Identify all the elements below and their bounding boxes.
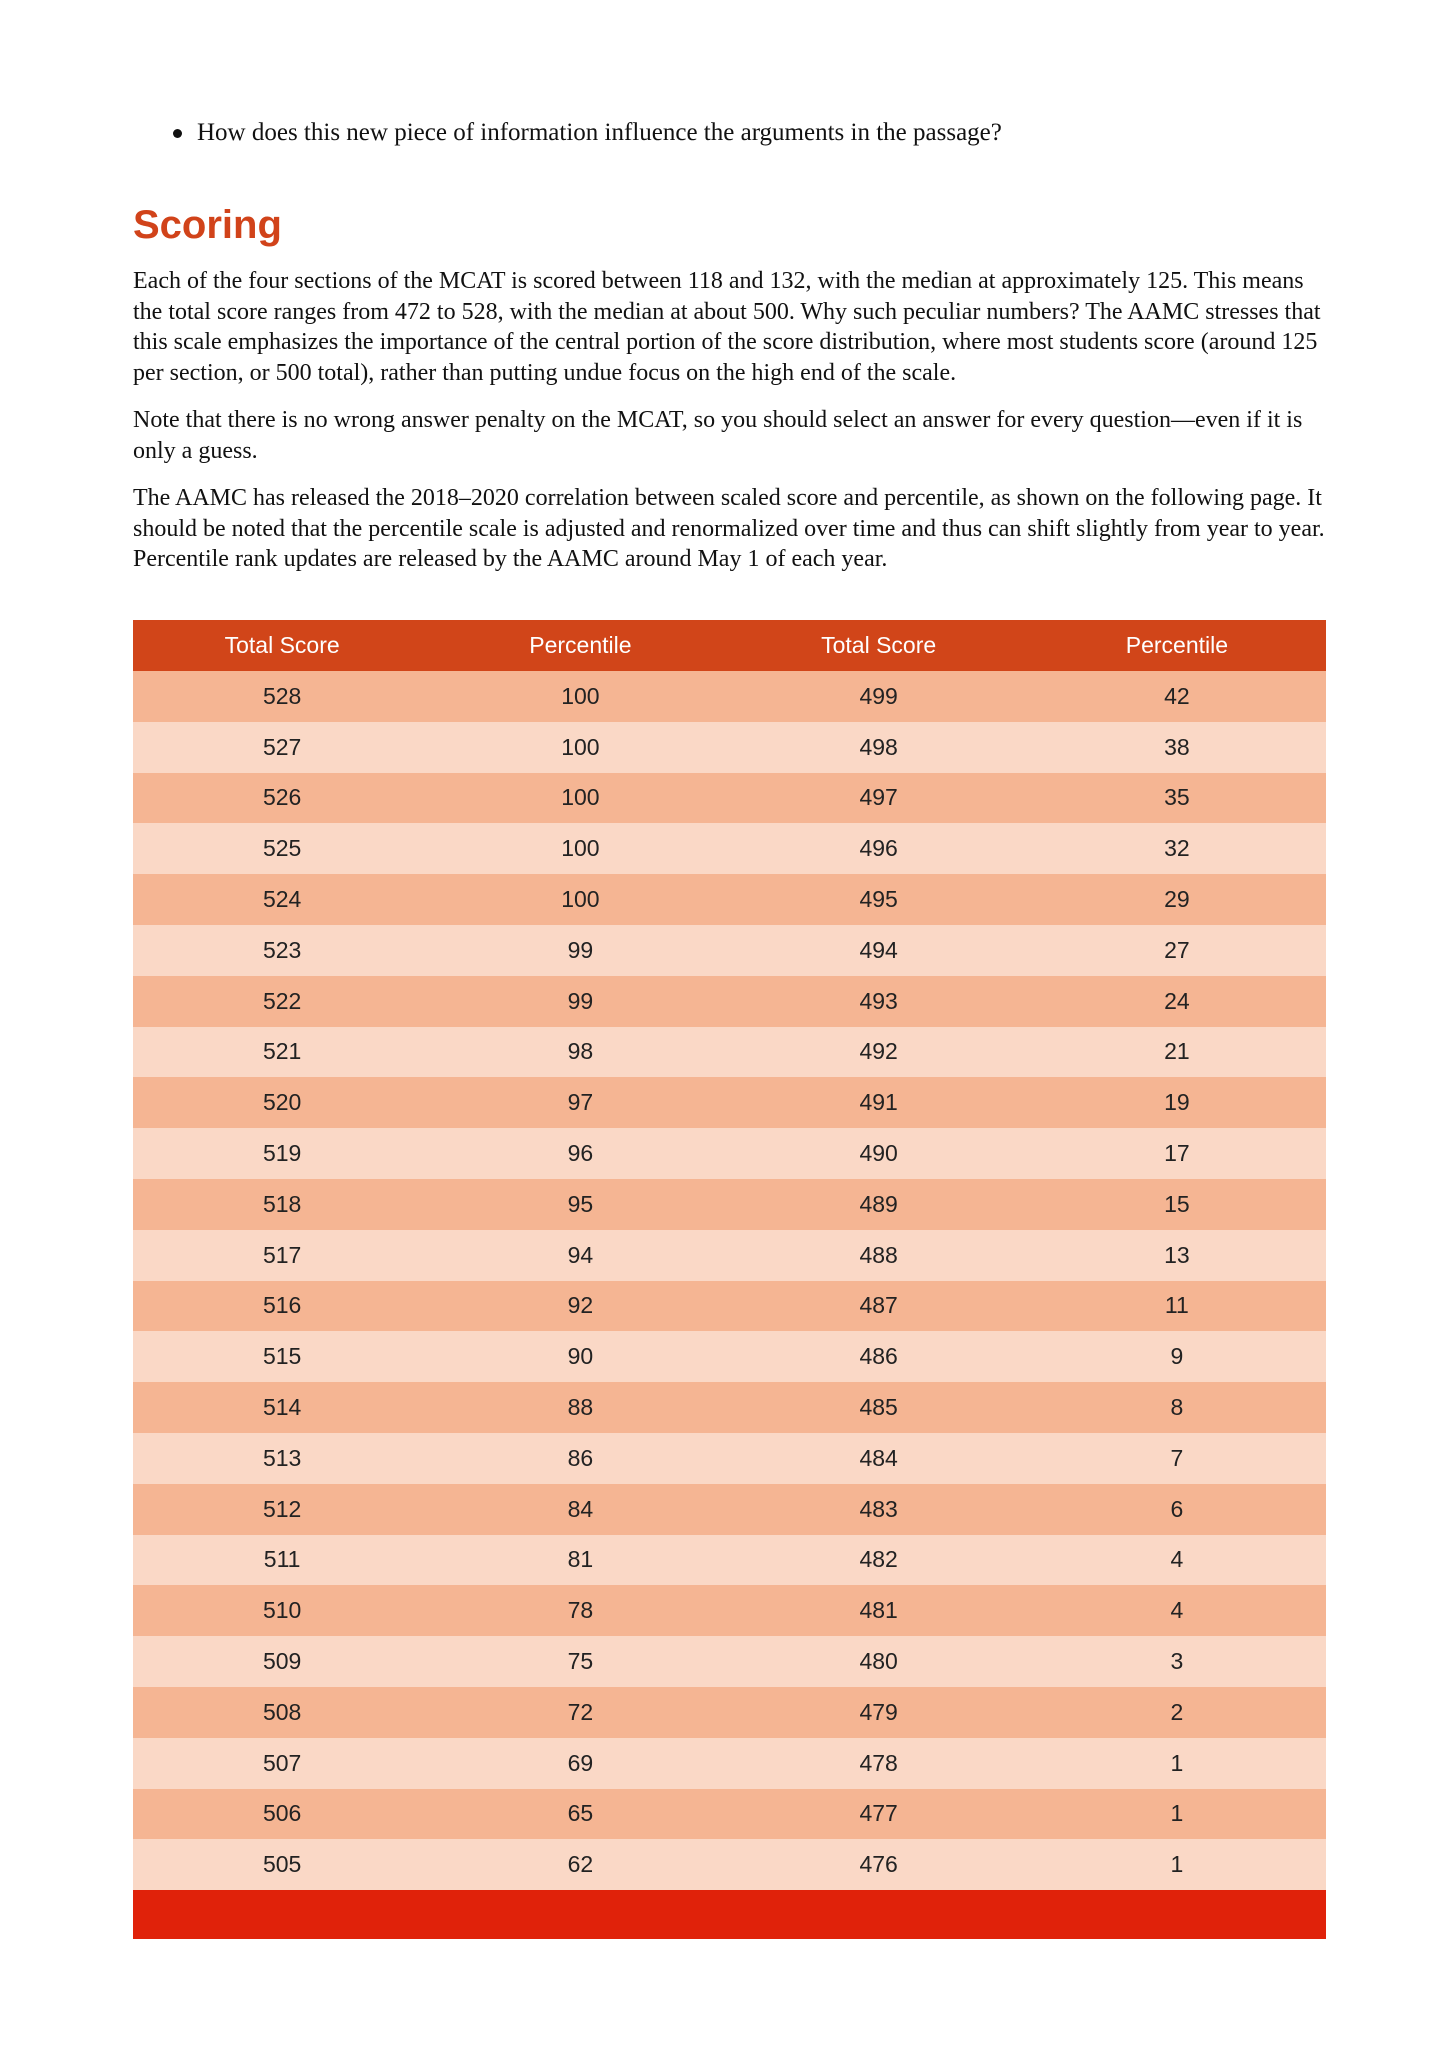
cell-total-score: 508 [133,1687,431,1738]
cell-percentile: 92 [431,1281,729,1332]
cell-percentile: 100 [431,823,729,874]
cell-percentile: 11 [1028,1281,1326,1332]
table-row [133,1281,1326,1332]
paragraph-scoring-range: Each of the four sections of the MCAT is scored between 118 and 132, with the median at approximately 125. This means the total score ranges from 472 to 528, with the median at about 500. Why such peculiar numbers? The AAMC stresses that this scale emphasizes the importance of the central portion of the score distribution, where most students score (around 125 per section, or 500 total), rather than putting undue focus on the high end of the scale. [133,268,1321,386]
table-row [133,976,1326,1027]
cell-total-score: 492 [730,1027,1028,1078]
cell-total-score: 477 [730,1789,1028,1840]
cell-total-score: 485 [730,1382,1028,1433]
bullet-icon [173,129,182,138]
cell-total-score: 484 [730,1433,1028,1484]
cell-percentile: 9 [1028,1331,1326,1382]
cell-total-score: 521 [133,1027,431,1078]
cell-total-score: 525 [133,823,431,874]
table-row [133,874,1326,925]
cell-percentile: 78 [431,1585,729,1636]
cell-total-score: 483 [730,1484,1028,1535]
table-header-row [133,620,1326,671]
cell-percentile: 65 [431,1789,729,1840]
table-row [133,1179,1326,1230]
table-row [133,1027,1326,1078]
table-row [133,722,1326,773]
table-row [133,1535,1326,1586]
table-body [133,671,1326,1890]
cell-percentile: 24 [1028,976,1326,1027]
cell-total-score: 512 [133,1484,431,1535]
cell-percentile: 29 [1028,874,1326,925]
cell-total-score: 486 [730,1331,1028,1382]
bullet-text: How does this new piece of information influence the arguments in the passage? [197,119,1002,146]
table-row [133,1636,1326,1687]
cell-total-score: 488 [730,1230,1028,1281]
cell-percentile: 72 [431,1687,729,1738]
bullet-item [133,118,1326,148]
table-row [133,1331,1326,1382]
table-row [133,1738,1326,1789]
cell-total-score: 520 [133,1077,431,1128]
cell-percentile: 3 [1028,1636,1326,1687]
score-percentile-table [133,620,1326,1939]
header-percentile: Percentile [431,620,729,671]
cell-percentile: 81 [431,1535,729,1586]
cell-percentile: 7 [1028,1433,1326,1484]
cell-total-score: 497 [730,773,1028,824]
cell-total-score: 494 [730,925,1028,976]
cell-percentile: 27 [1028,925,1326,976]
cell-percentile: 97 [431,1077,729,1128]
table-row [133,823,1326,874]
cell-percentile: 99 [431,976,729,1027]
cell-percentile: 90 [431,1331,729,1382]
table-row [133,1077,1326,1128]
cell-percentile: 1 [1028,1738,1326,1789]
table-row [133,1433,1326,1484]
cell-percentile: 4 [1028,1585,1326,1636]
cell-percentile: 62 [431,1839,729,1890]
section-heading: Scoring [133,203,282,247]
table-row [133,1839,1326,1890]
cell-total-score: 518 [133,1179,431,1230]
cell-total-score: 505 [133,1839,431,1890]
cell-total-score: 489 [730,1179,1028,1230]
body-text [133,266,1326,592]
cell-total-score: 493 [730,976,1028,1027]
table-row [133,1128,1326,1179]
cell-percentile: 8 [1028,1382,1326,1433]
cell-percentile: 100 [431,773,729,824]
cell-total-score: 481 [730,1585,1028,1636]
table-row [133,671,1326,722]
cell-total-score: 507 [133,1738,431,1789]
cell-total-score: 519 [133,1128,431,1179]
cell-total-score: 479 [730,1687,1028,1738]
cell-total-score: 487 [730,1281,1028,1332]
cell-percentile: 96 [431,1128,729,1179]
cell-total-score: 482 [730,1535,1028,1586]
cell-percentile: 19 [1028,1077,1326,1128]
cell-percentile: 2 [1028,1687,1326,1738]
cell-total-score: 509 [133,1636,431,1687]
header-percentile: Percentile [1028,620,1326,671]
cell-total-score: 510 [133,1585,431,1636]
cell-total-score: 513 [133,1433,431,1484]
cell-total-score: 496 [730,823,1028,874]
cell-percentile: 21 [1028,1027,1326,1078]
header-total-score: Total Score [730,620,1028,671]
cell-total-score: 476 [730,1839,1028,1890]
cell-total-score: 515 [133,1331,431,1382]
cell-percentile: 38 [1028,722,1326,773]
cell-percentile: 6 [1028,1484,1326,1535]
cell-percentile: 1 [1028,1839,1326,1890]
cell-percentile: 84 [431,1484,729,1535]
table-row [133,1687,1326,1738]
cell-total-score: 528 [133,671,431,722]
cell-percentile: 4 [1028,1535,1326,1586]
cell-percentile: 100 [431,722,729,773]
cell-total-score: 511 [133,1535,431,1586]
cell-percentile: 75 [431,1636,729,1687]
cell-percentile: 95 [431,1179,729,1230]
cell-percentile: 35 [1028,773,1326,824]
paragraph-no-penalty: Note that there is no wrong answer penalty on the MCAT, so you should select an answer for every question—even if it is only a guess. [133,407,1303,464]
cell-percentile: 99 [431,925,729,976]
cell-percentile: 15 [1028,1179,1326,1230]
cell-total-score: 498 [730,722,1028,773]
document-page [133,118,1326,1878]
cell-percentile: 13 [1028,1230,1326,1281]
cell-total-score: 480 [730,1636,1028,1687]
cell-total-score: 514 [133,1382,431,1433]
table-row [133,1382,1326,1433]
cell-total-score: 478 [730,1738,1028,1789]
cell-percentile: 100 [431,671,729,722]
paragraph-percentile-release: The AAMC has released the 2018–2020 correlation between scaled score and percentile, as shown on the following page. It should be noted that the percentile scale is adjusted and renormalized over time and thus can shift slightly from year to year. Percentile rank updates are released by the AAMC around May 1 of each year. [133,485,1325,572]
cell-total-score: 524 [133,874,431,925]
cell-percentile: 88 [431,1382,729,1433]
table-row [133,1789,1326,1840]
cell-total-score: 516 [133,1281,431,1332]
cell-total-score: 527 [133,722,431,773]
question-bullet-list [133,118,1326,148]
cell-percentile: 98 [431,1027,729,1078]
table-row [133,1585,1326,1636]
cell-percentile: 1 [1028,1789,1326,1840]
table-row [133,1484,1326,1535]
cell-percentile: 100 [431,874,729,925]
cell-total-score: 495 [730,874,1028,925]
cell-percentile: 69 [431,1738,729,1789]
cell-percentile: 32 [1028,823,1326,874]
cell-total-score: 526 [133,773,431,824]
table-footer-bar [133,1890,1326,1939]
cell-percentile: 42 [1028,671,1326,722]
cell-total-score: 506 [133,1789,431,1840]
cell-percentile: 17 [1028,1128,1326,1179]
cell-total-score: 491 [730,1077,1028,1128]
cell-total-score: 523 [133,925,431,976]
cell-percentile: 86 [431,1433,729,1484]
cell-total-score: 522 [133,976,431,1027]
table-row [133,773,1326,824]
table-row [133,1230,1326,1281]
table-row [133,925,1326,976]
cell-percentile: 94 [431,1230,729,1281]
header-total-score: Total Score [133,620,431,671]
cell-total-score: 490 [730,1128,1028,1179]
cell-total-score: 517 [133,1230,431,1281]
cell-total-score: 499 [730,671,1028,722]
